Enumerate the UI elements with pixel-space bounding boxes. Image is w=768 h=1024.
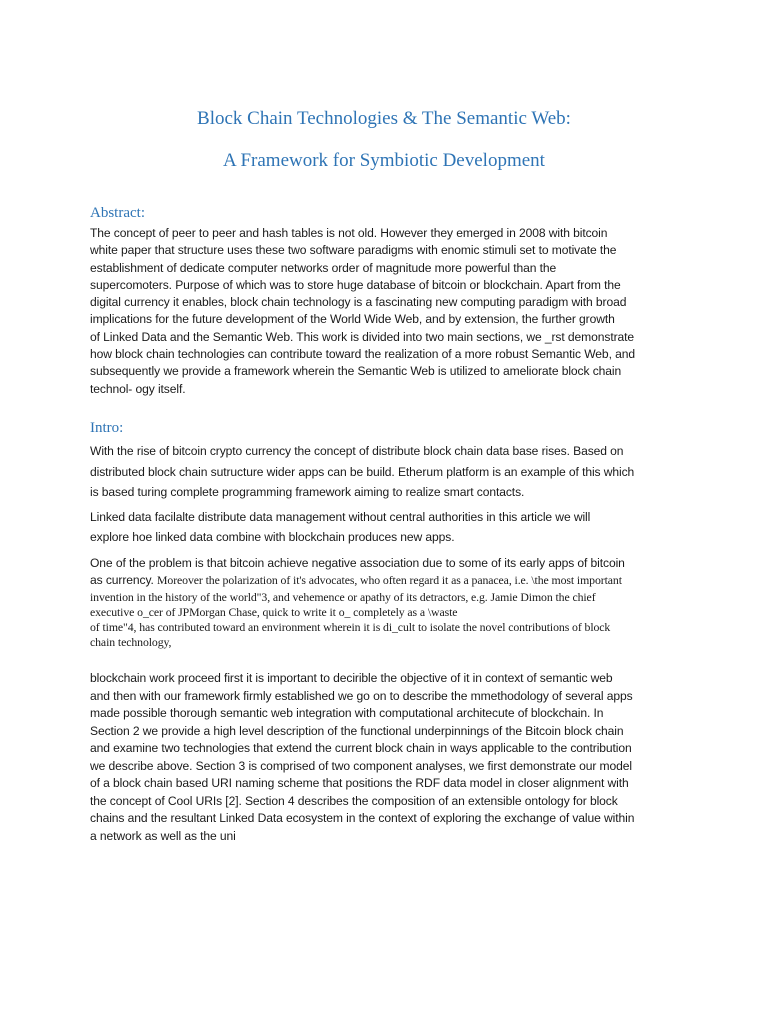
document-title-line-2: A Framework for Symbiotic Development — [223, 150, 545, 171]
intro-line: With the rise of bitcoin crypto currency the concept of distribute block chain data base rises. Based on — [90, 444, 624, 458]
body-line: chains and the resultant Linked Data ecosystem in the context of exploring the exchange of value within — [90, 811, 635, 825]
intro-mixed-serif: Moreover the polarization of it's advocates, who often regard it as a panacea, i.e. \the most important — [157, 573, 622, 588]
abstract-line: implications for the future development of the World Wide Web, and by extension, the further growth — [90, 312, 615, 327]
abstract-line: subsequently we provide a framework wherein the Semantic Web is utilized to ameliorate block chain — [90, 364, 622, 379]
intro-line: distributed block chain sutructure wider apps can be build. Etherum platform is an example of this which — [90, 464, 635, 479]
body-line: Section 2 we provide a high level description of the functional underpinnings of the Bitcoin block chain — [90, 723, 624, 738]
intro-line-mixed — [90, 572, 680, 589]
intro-paragraph-3 — [90, 555, 680, 650]
document-title-line-1: Block Chain Technologies & The Semantic Web: — [197, 108, 571, 129]
abstract-heading: Abstract: — [90, 205, 145, 221]
abstract-line: supercomoters. Purpose of which was to store huge database of bitcoin or blockchain. Apart from the — [90, 277, 621, 292]
body-line: the concept of Cool URIs [2]. Section 4 describes the composition of an extensible ontology for block — [90, 793, 618, 808]
abstract-line: of Linked Data and the Semantic Web. This work is divided into two main sections, we _rst demonstrate — [90, 329, 635, 344]
body-line: we describe above. Section 3 is comprised of two component analyses, we first demonstrate our model — [90, 758, 632, 773]
body-line: and examine two technologies that extend the current block chain in ways applicable to the contribution — [90, 741, 632, 755]
body-line: blockchain work proceed first it is important to decirible the objective of it in context of semantic web — [90, 671, 613, 685]
body-line: of a block chain based URI naming scheme that positions the RDF data model in closer alignment with — [90, 776, 629, 790]
body-line: made possible thorough semantic web integration with computational architecute of blockchain. In — [90, 706, 604, 720]
intro-serif-line: of time"4, has contributed toward an environment wherein it is di_cult to isolate the novel contributions of block — [90, 620, 611, 634]
abstract-line: establishment of dedicate computer networks order of magnitude more powerful than the — [90, 260, 557, 275]
abstract-paragraph — [90, 225, 680, 398]
intro-mixed-sans: as currency. — [90, 573, 158, 588]
intro-serif-line: executive o_cer of JPMorgan Chase, quick to write it o_ completely as a \waste — [90, 604, 458, 619]
body-paragraph — [90, 670, 680, 845]
intro-paragraph-2 — [90, 507, 680, 547]
abstract-line: white paper that structure uses these two software paradigms with enomic stimuli set to motivate the — [90, 243, 617, 258]
abstract-line: digital currency it enables, block chain technology is a fascinating new computing paradigm with broad — [90, 295, 627, 310]
abstract-line: The concept of peer to peer and hash tables is not old. However they emerged in 2008 with bitcoin — [90, 226, 608, 240]
abstract-line: technol- ogy itself. — [90, 381, 186, 396]
intro-serif-line: chain technology, — [90, 635, 172, 650]
intro-line: One of the problem is that bitcoin achieve negative association due to some of its early apps of bitcoin — [90, 556, 625, 570]
body-line: a network as well as the uni — [90, 828, 236, 843]
intro-heading: Intro: — [90, 420, 124, 436]
body-line: and then with our framework firmly established we go on to describe the mmethodology of several apps — [90, 688, 633, 703]
intro-line: is based turing complete programming framework aiming to realize smart contacts. — [90, 485, 525, 499]
intro-paragraph-1 — [90, 441, 680, 503]
intro-line: explore hoe linked data combine with blockchain produces new apps. — [90, 530, 455, 544]
abstract-line: how block chain technologies can contribute toward the realization of a more robust Semantic Web, and — [90, 347, 635, 362]
intro-line: Linked data facilalte distribute data management without central authorities in this article we will — [90, 510, 591, 524]
intro-serif-line: invention in the history of the world"3, and vehemence or apathy of its detractors, e.g. Jamie Dimon the chief — [90, 589, 596, 604]
